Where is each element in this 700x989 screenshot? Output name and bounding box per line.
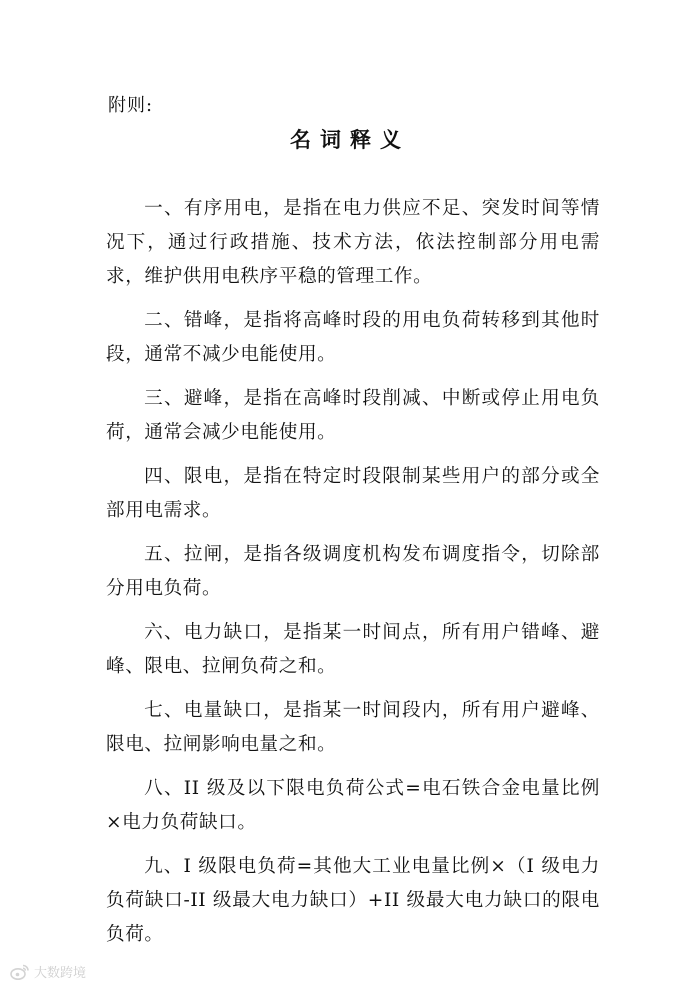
watermark [10,962,86,981]
paragraph: 七、电量缺口，是指某一时间段内，所有用户避峰、限电、拉闸影响电量之和。 [106,700,600,755]
paragraph: 一、有序用电，是指在电力供应不足、突发时间等情况下，通过行政措施、技术方法，依法控制部分用电需求，维护供用电秩序平稳的管理工作。 [106,198,600,287]
paragraph: 九、I 级限电负荷=其他大工业电量比例×（I 级电力负荷缺口-II 级最大电力缺口）+II 级最大电力缺口的限电负荷。 [106,856,600,945]
paragraph: 八、II 级及以下限电负荷公式=电石铁合金电量比例×电力负荷缺口。 [106,778,600,833]
paragraph: 三、避峰，是指在高峰时段削减、中断或停止用电负荷，通常会减少电能使用。 [106,388,600,443]
paragraph: 二、错峰，是指将高峰时段的用电负荷转移到其他时段，通常不减少电能使用。 [106,310,600,365]
annex-label: 附则: [108,95,154,116]
document-body [106,192,600,962]
watermark-text: 大数跨境 [34,966,87,981]
page-title: 名词释义 [290,127,410,152]
paragraph: 六、电力缺口，是指某一时间点，所有用户错峰、避峰、限电、拉闸负荷之和。 [106,622,600,677]
paragraph: 四、限电，是指在特定时段限制某些用户的部分或全部用电需求。 [106,466,600,521]
weibo-logo-icon [10,963,30,981]
paragraph: 五、拉闸，是指各级调度机构发布调度指令，切除部分用电负荷。 [106,544,600,599]
